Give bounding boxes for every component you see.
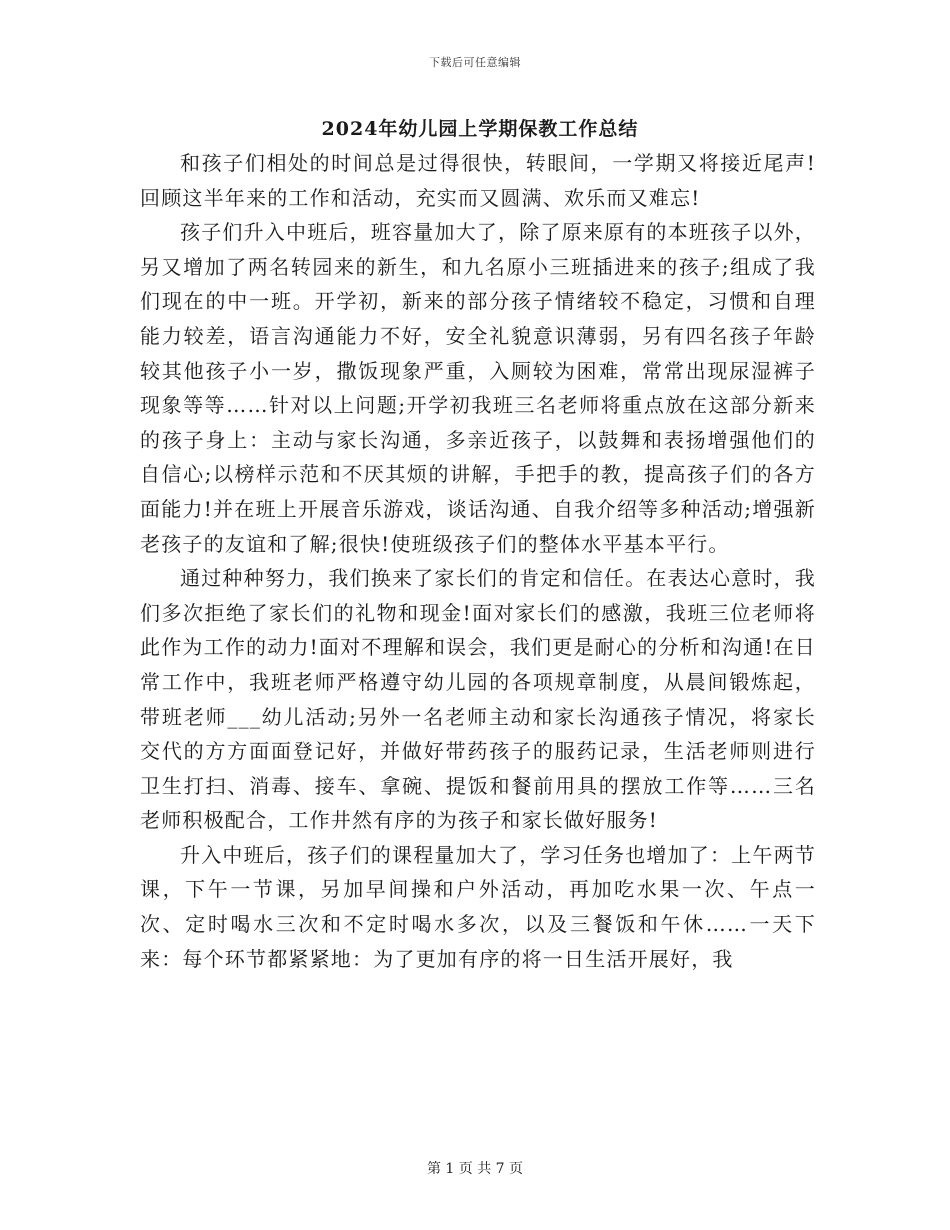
paragraph-1: 和孩子们相处的时间总是过得很快，转眼间，一学期又将接近尾声!回顾这半年来的工作和活动，充实而又圆满、欢乐而又难忘! <box>140 151 816 210</box>
paragraph-3: 通过种种努力，我们换来了家长们的肯定和信任。在表达心意时，我们多次拒绝了家长们的礼物和现金!面对家长们的感激，我班三位老师将此作为工作的动力!面对不理解和误会，我们更是耐心的分析和沟通!在日常工作中，我班老师严格遵守幼儿园的各项规章制度，从晨间锻炼起，带班老师___幼儿活动;另外一名老师主动和家长沟通孩子情况，将家长交代的方方面面登记好，并做好带药孩子的服药记录，生活老师则进行卫生打扫、消毒、接车、拿碗、提饭和餐前用具的摆放工作等……三名老师积极配合，工作井然有序的为孩子和家长做好服务! <box>140 566 816 833</box>
page-header-note: 下载后可任意编辑 <box>429 56 521 69</box>
document-title: 2024年幼儿园上学期保教工作总结 <box>321 118 639 140</box>
paragraph-4: 升入中班后，孩子们的课程量加大了，学习任务也增加了：上午两节课，下午一节课，另加早间操和户外活动，再加吃水果一次、午点一次、定时喝水三次和不定时喝水多次，以及三餐饭和午休……一天下来：每个环节都紧紧地：为了更加有序的将一日生活开展好，我 <box>140 842 816 971</box>
paragraph-2: 孩子们升入中班后，班容量加大了，除了原来原有的本班孩子以外，另又增加了两名转园来的新生，和九名原小三班插进来的孩子;组成了我们现在的中一班。开学初，新来的部分孩子情绪较不稳定，习惯和自理能力较差，语言沟通能力不好，安全礼貌意识薄弱，另有四名孩子年龄较其他孩子小一岁，撒饭现象严重，入厕较为困难，常常出现尿湿裤子现象等等……针对以上问题;开学初我班三名老师将重点放在这部分新来的孩子身上：主动与家长沟通，多亲近孩子，以鼓舞和表扬增强他们的自信心;以榜样示范和不厌其烦的讲解，手把手的教，提高孩子们的各方面能力!并在班上开展音乐游戏，谈话沟通、自我介绍等多种活动;增强新老孩子的友谊和了解;很快!使班级孩子们的整体水平基本平行。 <box>140 220 816 556</box>
page-number: 第 1 页 共 7 页 <box>426 1161 524 1177</box>
document-body <box>140 146 816 976</box>
